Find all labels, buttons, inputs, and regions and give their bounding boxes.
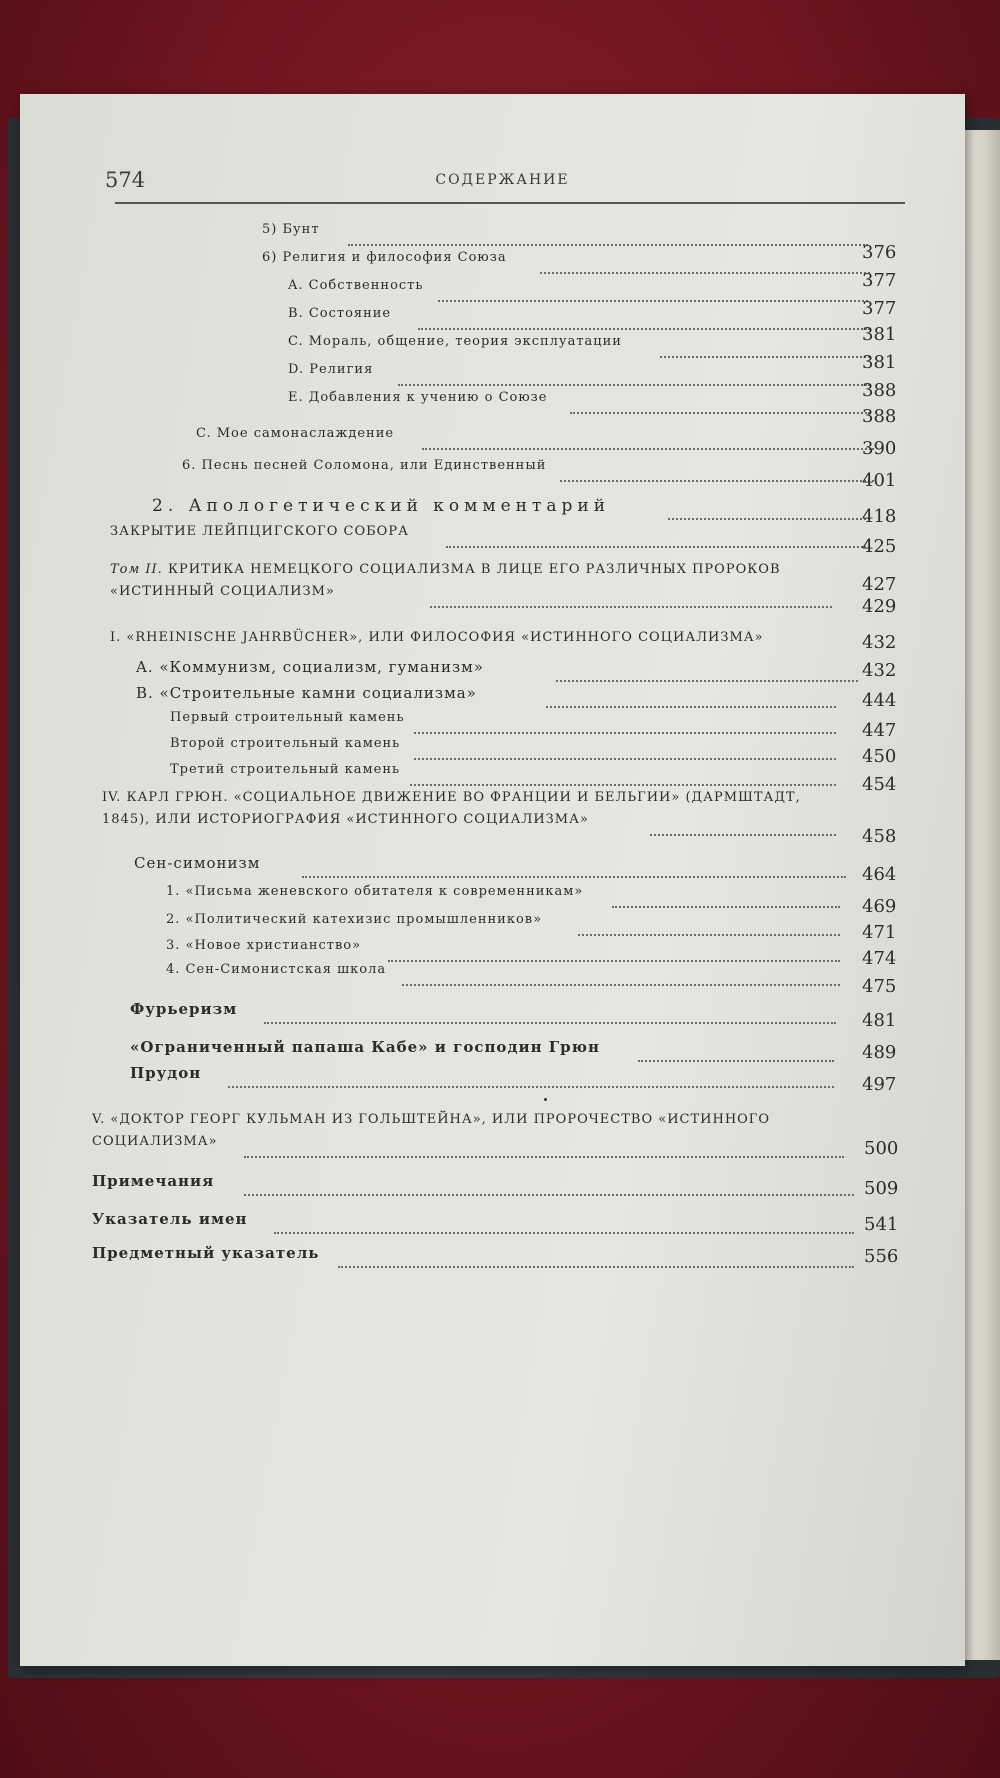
toc-entry [262, 250, 898, 278]
toc-page-number: 432 [862, 660, 897, 681]
toc-entry [288, 334, 898, 362]
leader-dots [560, 480, 874, 482]
toc-entry [130, 1038, 896, 1066]
toc-entry-title: Сен-симонизм [134, 854, 261, 872]
toc-entry-title: C. Мое самонаслаждение [196, 426, 395, 441]
toc-entry [288, 390, 898, 418]
leader-dots [402, 984, 840, 986]
toc-entry [110, 584, 900, 612]
leader-dots [302, 876, 846, 878]
leader-dots [430, 606, 832, 608]
leader-dots [638, 1060, 834, 1062]
toc-page-number: 489 [862, 1042, 897, 1063]
toc-page-number: 425 [862, 536, 897, 557]
toc-entry [110, 630, 900, 658]
toc-entry-title: Прудон [130, 1064, 202, 1082]
toc-page-number: 388 [862, 380, 897, 401]
leader-dots [660, 356, 870, 358]
toc-entry-title: IV. КАРЛ ГРЮН. «СОЦИАЛЬНОЕ ДВИЖЕНИЕ ВО ФРАНЦИИ И БЕЛЬГИИ» (ДАРМШТАДТ, [102, 790, 801, 805]
toc-entry [288, 278, 898, 306]
toc-page-number: 454 [862, 774, 897, 795]
page-header [95, 168, 910, 204]
toc-entry-title: Второй строительный камень [170, 736, 401, 751]
toc-entry-title: 3. «Новое христианство» [166, 938, 362, 953]
volume-label: Том II. [110, 562, 163, 577]
toc-page-number: 376 [862, 242, 897, 263]
toc-page-number: 390 [862, 438, 897, 459]
toc-entry [134, 854, 896, 882]
toc-entry-title: 2. «Политический катехизис промышленников» [166, 912, 543, 927]
toc-entry-title: 4. Сен-Симонистская школа [166, 962, 387, 977]
toc-entry-title: Первый строительный камень [170, 710, 405, 725]
toc-page-number: 447 [862, 720, 897, 741]
toc-page-number: 556 [864, 1246, 899, 1267]
toc-entry [166, 962, 896, 990]
toc-entry [130, 1000, 896, 1028]
toc-page-number: 541 [864, 1214, 899, 1235]
toc-entry-title [110, 562, 781, 577]
toc-entry-title: 2. Апологетический комментарий [152, 496, 611, 516]
toc-entry [152, 496, 896, 524]
toc-entry-title: V. «ДОКТОР ГЕОРГ КУЛЬМАН ИЗ ГОЛЬШТЕЙНА», ИЛИ ПРОРОЧЕСТВО «ИСТИННОГО [92, 1112, 771, 1127]
toc-entry-title: Примечания [92, 1172, 215, 1190]
toc-entry-title: «ИСТИННЫЙ СОЦИАЛИЗМ» [110, 584, 335, 599]
toc-entry [262, 222, 898, 250]
toc-page-number: 377 [862, 298, 897, 319]
leader-dots [228, 1086, 834, 1088]
toc-entry [92, 1172, 898, 1200]
toc-page-number: 464 [862, 864, 897, 885]
toc-entry [92, 1244, 898, 1272]
toc-entry [196, 426, 896, 454]
leader-dots [398, 384, 870, 386]
toc-page-number: 432 [862, 632, 897, 653]
toc-entry-title: ЗАКРЫТИЕ ЛЕЙПЦИГСКОГО СОБОРА [110, 524, 409, 539]
ink-dot [544, 1098, 547, 1101]
toc-page-number: 418 [862, 506, 897, 527]
toc-page-number: 450 [862, 746, 897, 767]
toc-page-number: 469 [862, 896, 897, 917]
toc-page-number: 401 [862, 470, 897, 491]
leader-dots [274, 1232, 854, 1234]
toc-entry-title: A. «Коммунизм, социализм, гуманизм» [136, 658, 484, 676]
leader-dots [410, 784, 836, 786]
toc-page-number: 475 [862, 976, 897, 997]
leader-dots [338, 1266, 854, 1268]
header-rule [115, 202, 905, 204]
leader-dots [650, 834, 836, 836]
toc-page-number: 500 [864, 1138, 899, 1159]
page-number: 574 [105, 168, 146, 192]
toc-entry-title: 1. «Письма женевского обитателя к современникам» [166, 884, 584, 899]
toc-entry [166, 884, 896, 912]
running-title: СОДЕРЖАНИЕ [435, 172, 570, 188]
leader-dots [612, 906, 840, 908]
leader-dots [438, 300, 868, 302]
toc-entry [170, 736, 896, 764]
toc-entry-title: Фурьеризм [130, 1000, 238, 1018]
toc-entry [92, 1210, 898, 1238]
toc-page-number: 388 [862, 406, 897, 427]
toc-entry [110, 524, 896, 552]
toc-entry-title: A. Собственность [288, 278, 424, 293]
toc-entry-title: B. Состояние [288, 306, 392, 321]
leader-dots [414, 758, 836, 760]
toc-entry [182, 458, 896, 486]
toc-entry-title: C. Мораль, общение, теория эксплуатации [288, 334, 622, 349]
toc-entry [136, 684, 896, 712]
toc-entry [130, 1064, 896, 1092]
leader-dots [540, 272, 870, 274]
leader-dots [264, 1022, 836, 1024]
toc-page-number: 471 [862, 922, 897, 943]
leader-dots [244, 1194, 854, 1196]
toc-page-number: 444 [862, 690, 897, 711]
toc-entry-title: Указатель имен [92, 1210, 248, 1228]
toc-entry [170, 710, 896, 738]
leader-dots [556, 680, 858, 682]
toc-entry-title: D. Религия [288, 362, 374, 377]
toc-entry-title-text: КРИТИКА НЕМЕЦКОГО СОЦИАЛИЗМА В ЛИЦЕ ЕГО РАЗЛИЧНЫХ ПРОРОКОВ [167, 562, 781, 577]
leader-dots [578, 934, 840, 936]
toc-page-number: 381 [862, 352, 897, 373]
toc-page-number: 381 [862, 324, 897, 345]
toc-page-number: 497 [862, 1074, 897, 1095]
toc-entry [288, 362, 898, 390]
leader-dots [668, 518, 870, 520]
toc-entry-title: 1845), ИЛИ ИСТОРИОГРАФИЯ «ИСТИННОГО СОЦИАЛИЗМА» [102, 812, 589, 827]
toc-page-number: 429 [862, 596, 897, 617]
toc-entry-title: «Ограниченный папаша Кабе» и господин Грюн [130, 1038, 600, 1056]
toc-entry-title: СОЦИАЛИЗМА» [92, 1134, 218, 1149]
leader-dots [244, 1156, 844, 1158]
toc-page-number: 377 [862, 270, 897, 291]
toc-entry-title: Третий строительный камень [170, 762, 401, 777]
leader-dots [418, 328, 870, 330]
toc-entry [166, 912, 896, 940]
toc-page-number: 509 [864, 1178, 899, 1199]
toc-entry [92, 1134, 898, 1162]
toc-entry [102, 812, 898, 840]
leader-dots [348, 244, 868, 246]
leader-dots [570, 412, 870, 414]
leader-dots [414, 732, 836, 734]
toc-page-number: 481 [862, 1010, 897, 1031]
toc-page-number: 458 [862, 826, 897, 847]
leader-dots [446, 546, 866, 548]
toc-entry-title: E. Добавления к учению о Союзе [288, 390, 548, 405]
toc-entry-title: 5) Бунт [262, 222, 320, 237]
toc-entry-title: 6) Религия и философия Союза [262, 250, 507, 265]
toc-page-number: 474 [862, 948, 897, 969]
toc-entry-title: 6. Песнь песней Соломона, или Единственный [182, 458, 547, 473]
leader-dots [546, 706, 836, 708]
toc-entry-title: B. «Строительные камни социализма» [136, 684, 477, 702]
toc-page-number: 427 [862, 574, 897, 595]
toc-entry-title: Предметный указатель [92, 1244, 320, 1262]
toc-entry [288, 306, 898, 334]
leader-dots [422, 448, 874, 450]
toc-entry [136, 658, 896, 686]
toc-entry [170, 762, 896, 790]
toc-entry-title: I. «RHEINISCHE JAHRBÜCHER», ИЛИ ФИЛОСОФИЯ «ИСТИННОГО СОЦИАЛИЗМА» [110, 630, 764, 645]
